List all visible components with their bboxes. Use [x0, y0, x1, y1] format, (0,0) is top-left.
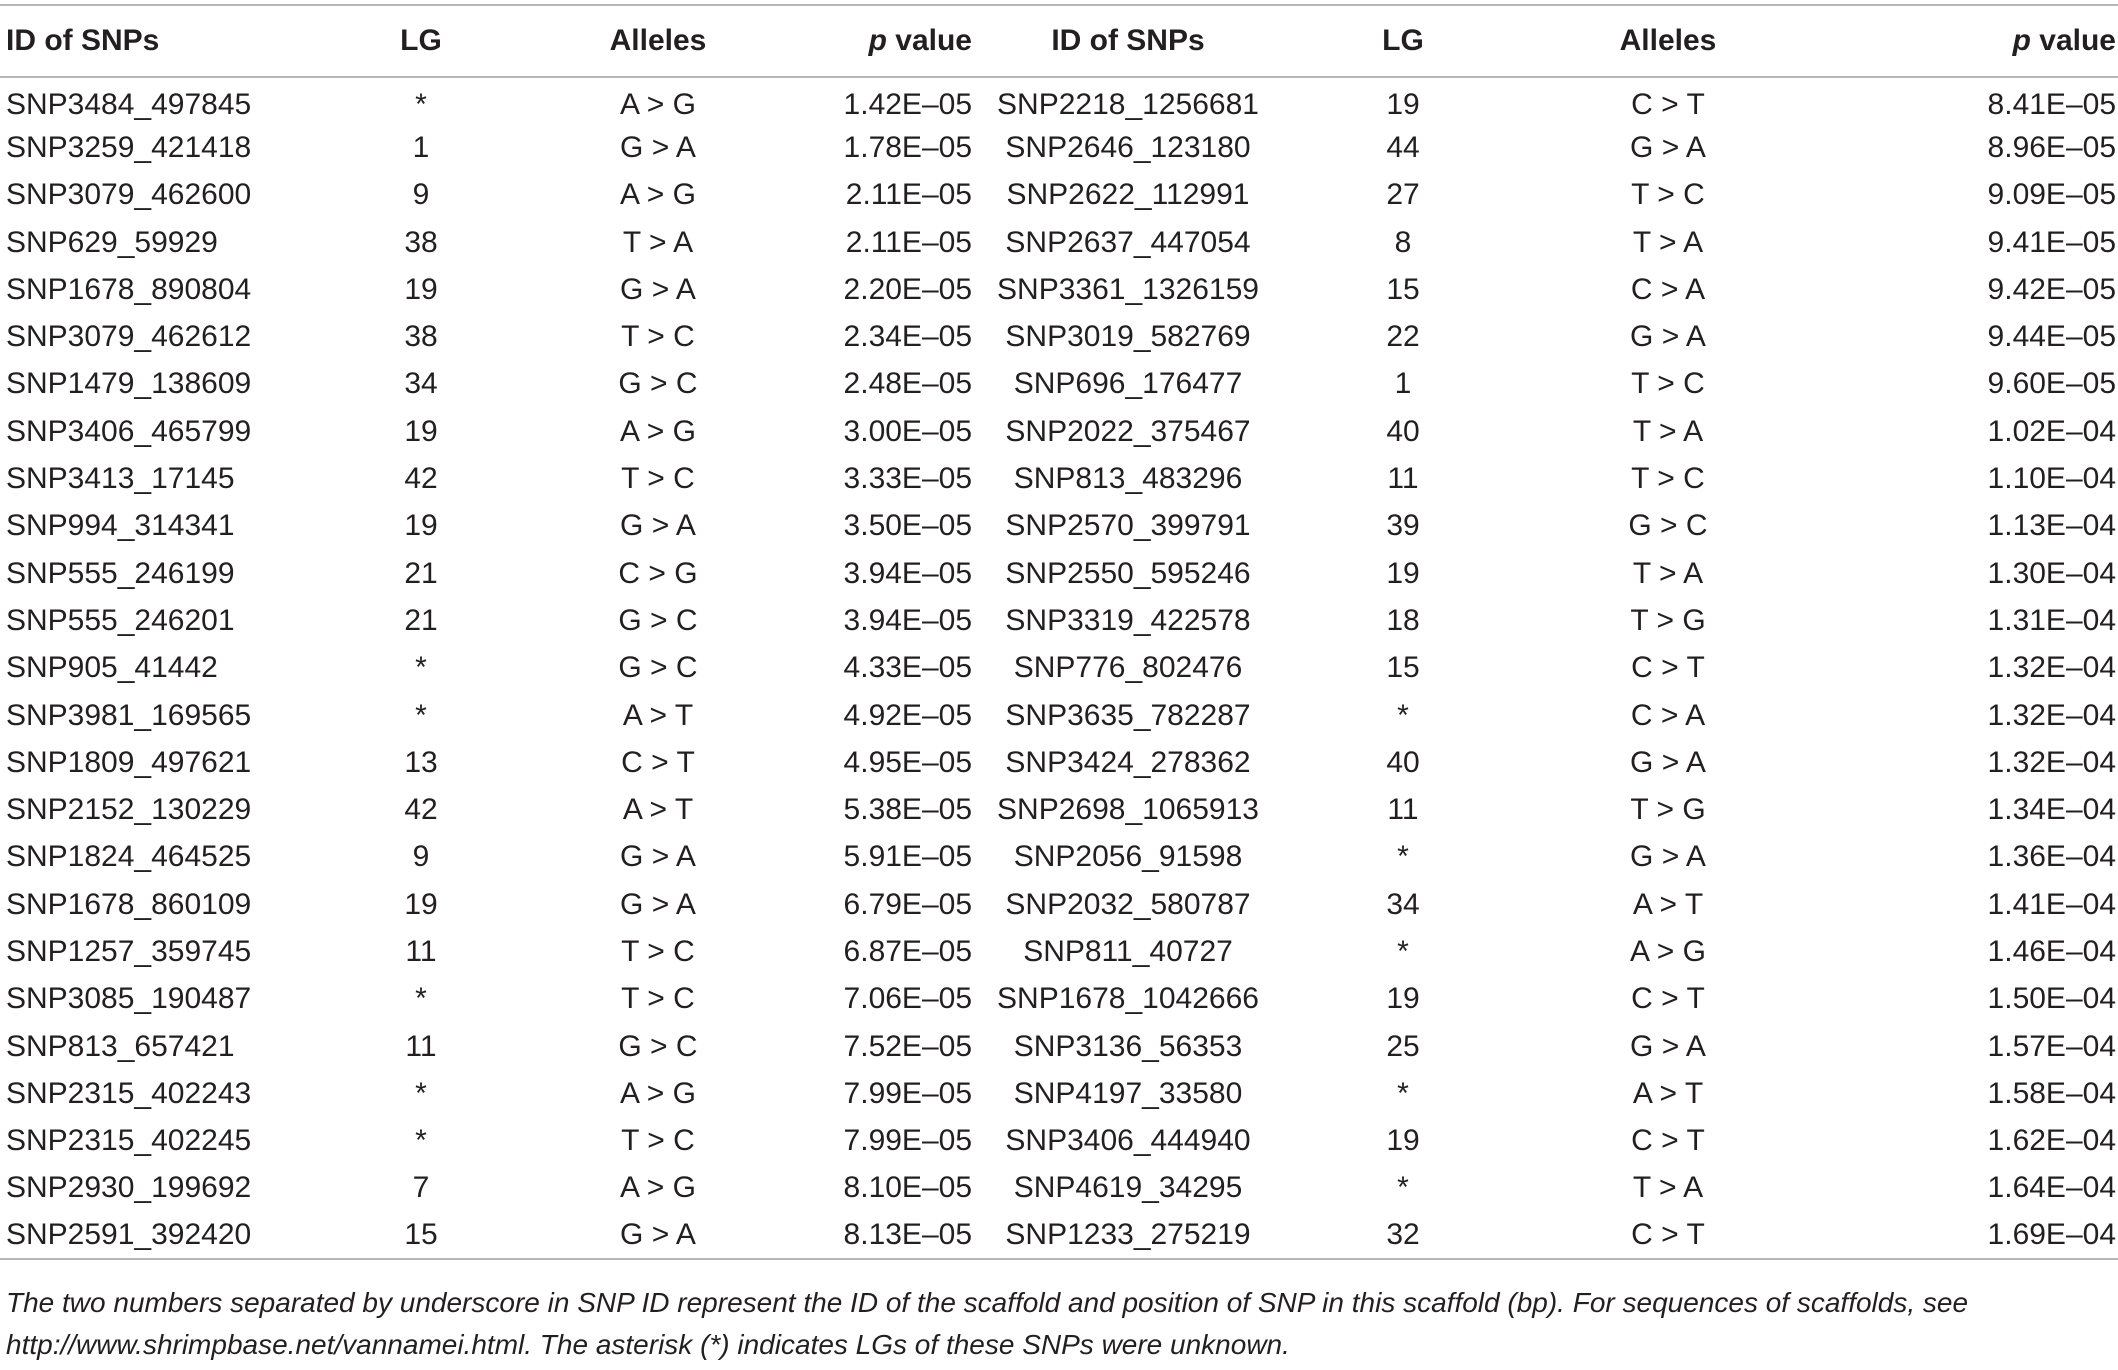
- lg-cell: 22: [1386, 320, 1420, 354]
- snp-id-cell: SNP4619_34295: [1013, 1171, 1243, 1205]
- lg-cell: 19: [404, 414, 438, 448]
- snp-id-cell: SNP2022_375467: [1005, 414, 1251, 448]
- lg-cell: 11: [405, 934, 437, 968]
- table-row: [0, 1070, 2118, 1117]
- alleles-cell: A > G: [620, 414, 696, 448]
- p-value-cell: 1.34E–04: [1987, 793, 2116, 827]
- alleles-cell: G > C: [618, 603, 698, 637]
- p-value-cell: 6.87E–05: [843, 934, 972, 968]
- snp-id-cell: SNP2315_402243: [6, 1076, 252, 1110]
- alleles-cell: T > C: [621, 320, 695, 354]
- p-value-cell: 1.10E–04: [1987, 462, 2116, 496]
- snp-id-cell: SNP2698_1065913: [997, 793, 1259, 827]
- p-value-cell: 4.92E–05: [843, 698, 972, 732]
- lg-cell: 19: [1386, 88, 1420, 122]
- snp-id-cell: SNP1678_890804: [6, 272, 252, 306]
- table-row: [0, 455, 2118, 502]
- header-lg-2: LG: [1278, 5, 1528, 77]
- snp-id-cell: SNP4197_33580: [1013, 1076, 1243, 1110]
- snp-id-cell: SNP1678_1042666: [997, 982, 1259, 1016]
- table-row: [0, 219, 2118, 266]
- alleles-cell: T > G: [1630, 603, 1706, 637]
- table-body: [0, 77, 2118, 1259]
- lg-cell: 18: [1386, 603, 1420, 637]
- table-row: [0, 361, 2118, 408]
- lg-cell: *: [415, 698, 427, 732]
- p-value-cell: 1.36E–04: [1987, 840, 2116, 874]
- alleles-cell: C > T: [1631, 651, 1705, 685]
- lg-cell: 19: [404, 509, 438, 543]
- snp-id-cell: SNP2646_123180: [1005, 130, 1251, 164]
- snp-id-cell: SNP1233_275219: [978, 1212, 1278, 1259]
- alleles-cell: G > A: [620, 130, 696, 164]
- header-id-of-snps-2: ID of SNPs: [978, 5, 1278, 77]
- snp-id-cell: SNP3424_278362: [1005, 745, 1251, 779]
- alleles-cell: G > A: [552, 1212, 764, 1259]
- p-value-cell: 1.02E–04: [1987, 414, 2116, 448]
- p-value-cell: 4.95E–05: [843, 745, 972, 779]
- snp-id-cell: SNP2591_392420: [0, 1212, 290, 1259]
- p-value-cell: 7.99E–05: [843, 1124, 972, 1158]
- snp-id-cell: SNP1678_860109: [6, 887, 252, 921]
- snp-id-cell: SNP3085_190487: [6, 982, 252, 1016]
- lg-cell: 21: [404, 603, 438, 637]
- alleles-cell: A > T: [1632, 1076, 1704, 1110]
- lg-cell: 25: [1386, 1029, 1420, 1063]
- alleles-cell: G > A: [620, 272, 696, 306]
- lg-cell: 19: [1386, 1124, 1420, 1158]
- snp-id-cell: SNP994_314341: [6, 509, 235, 543]
- lg-cell: 42: [404, 793, 438, 827]
- header-p-value: [764, 5, 978, 77]
- snp-id-cell: SNP3406_444940: [1005, 1124, 1251, 1158]
- alleles-cell: A > G: [1630, 934, 1706, 968]
- snp-id-cell: SNP2218_1256681: [997, 88, 1259, 122]
- alleles-cell: C > T: [1631, 88, 1705, 122]
- table-row: [0, 77, 2118, 124]
- table-row: [0, 313, 2118, 360]
- alleles-cell: G > A: [620, 840, 696, 874]
- p-value-cell: 3.94E–05: [843, 603, 972, 637]
- alleles-cell: C > T: [1631, 982, 1705, 1016]
- table-row: [0, 645, 2118, 692]
- alleles-cell: G > A: [620, 887, 696, 921]
- p-value-cell: 2.48E–05: [843, 367, 972, 401]
- lg-cell: *: [415, 1076, 427, 1110]
- snp-id-cell: SNP1809_497621: [6, 745, 252, 779]
- p-value-cell: 1.31E–04: [1987, 603, 2116, 637]
- alleles-cell: T > C: [621, 462, 695, 496]
- lg-cell: *: [415, 982, 427, 1016]
- snp-id-cell: SNP1479_138609: [6, 367, 252, 401]
- table-row: [0, 739, 2118, 786]
- snp-id-cell: SNP811_40727: [1023, 934, 1233, 968]
- alleles-cell: T > A: [1632, 414, 1704, 448]
- p-value-cell: 7.06E–05: [843, 982, 972, 1016]
- lg-cell: 42: [404, 462, 438, 496]
- p-value-cell: 8.13E–05: [764, 1212, 978, 1259]
- alleles-cell: T > G: [1630, 793, 1706, 827]
- table-row: [0, 172, 2118, 219]
- lg-cell: 40: [1386, 414, 1420, 448]
- snp-id-cell: SNP2315_402245: [6, 1124, 252, 1158]
- snp-id-cell: SNP905_41442: [6, 651, 218, 685]
- alleles-cell: C > A: [1630, 272, 1706, 306]
- alleles-cell: G > A: [1630, 130, 1706, 164]
- p-value-cell: 3.33E–05: [843, 462, 972, 496]
- table-row: [0, 550, 2118, 597]
- table-row: [0, 266, 2118, 313]
- snp-id-cell: SNP3484_497845: [6, 88, 252, 122]
- alleles-cell: T > A: [1632, 225, 1704, 259]
- header-alleles-2: Alleles: [1528, 5, 1808, 77]
- snp-id-cell: SNP3413_17145: [6, 462, 235, 496]
- p-value-cell: 1.32E–04: [1987, 651, 2116, 685]
- lg-cell: *: [1397, 840, 1409, 874]
- p-value-cell: 9.42E–05: [1987, 272, 2116, 306]
- header-p-value-2: [1808, 5, 2118, 77]
- alleles-cell: T > C: [621, 934, 695, 968]
- p-value-cell: 9.09E–05: [1987, 178, 2116, 212]
- alleles-cell: T > C: [1631, 367, 1705, 401]
- header-p-italic: p: [868, 24, 887, 57]
- lg-cell: 38: [404, 320, 438, 354]
- lg-cell: 11: [1387, 462, 1419, 496]
- alleles-cell: C > T: [1631, 1124, 1705, 1158]
- alleles-cell: A > T: [622, 793, 694, 827]
- header-p-rest: value: [886, 24, 972, 57]
- table-row: [0, 834, 2118, 881]
- lg-cell: 9: [412, 178, 430, 212]
- p-value-cell: 5.38E–05: [843, 793, 972, 827]
- p-value-cell: 9.41E–05: [1987, 225, 2116, 259]
- lg-cell: 19: [1386, 556, 1420, 590]
- lg-cell: *: [415, 1124, 427, 1158]
- p-value-cell: 4.33E–05: [843, 651, 972, 685]
- p-value-cell: 7.99E–05: [843, 1076, 972, 1110]
- lg-cell: 11: [405, 1029, 437, 1063]
- alleles-cell: C > A: [1630, 698, 1706, 732]
- lg-cell: 27: [1386, 178, 1420, 212]
- snp-id-cell: SNP3136_56353: [1013, 1029, 1243, 1063]
- p-value-cell: 1.50E–04: [1987, 982, 2116, 1016]
- lg-cell: 38: [404, 225, 438, 259]
- alleles-cell: G > C: [618, 651, 698, 685]
- header-p-italic-2: p: [2012, 24, 2031, 57]
- lg-cell: *: [415, 88, 427, 122]
- alleles-cell: G > A: [620, 509, 696, 543]
- p-value-cell: 8.41E–05: [1987, 88, 2116, 122]
- lg-cell: 13: [404, 745, 438, 779]
- alleles-cell: G > A: [1630, 840, 1706, 874]
- lg-cell: 15: [1386, 272, 1420, 306]
- alleles-cell: A > G: [620, 1076, 696, 1110]
- alleles-cell: G > C: [1628, 509, 1708, 543]
- lg-cell: 39: [1386, 509, 1420, 543]
- alleles-cell: G > C: [618, 1029, 698, 1063]
- p-value-cell: 9.44E–05: [1987, 320, 2116, 354]
- p-value-cell: 1.62E–04: [1987, 1124, 2116, 1158]
- snp-id-cell: SNP813_657421: [6, 1029, 235, 1063]
- alleles-cell: G > A: [1630, 745, 1706, 779]
- snp-id-cell: SNP3406_465799: [6, 414, 252, 448]
- p-value-cell: 2.20E–05: [843, 272, 972, 306]
- p-value-cell: 1.32E–04: [1987, 698, 2116, 732]
- snp-id-cell: SNP629_59929: [6, 225, 218, 259]
- p-value-cell: 1.78E–05: [843, 130, 972, 164]
- snp-id-cell: SNP2056_91598: [1013, 840, 1243, 874]
- snp-id-cell: SNP555_246201: [6, 603, 235, 637]
- table-row: [0, 1212, 2118, 1259]
- alleles-cell: A > T: [622, 698, 694, 732]
- lg-cell: 34: [1386, 887, 1420, 921]
- lg-cell: *: [1397, 1171, 1409, 1205]
- p-value-cell: 3.94E–05: [843, 556, 972, 590]
- alleles-cell: T > C: [621, 982, 695, 1016]
- lg-cell: *: [415, 651, 427, 685]
- p-value-cell: 7.52E–05: [843, 1029, 972, 1063]
- lg-cell: *: [1397, 934, 1409, 968]
- table-row: [0, 1165, 2118, 1212]
- lg-cell: 7: [412, 1171, 430, 1205]
- lg-cell: 21: [404, 556, 438, 590]
- alleles-cell: C > G: [618, 556, 698, 590]
- p-value-cell: 1.57E–04: [1987, 1029, 2116, 1063]
- table-row: [0, 786, 2118, 833]
- alleles-cell: T > C: [621, 1124, 695, 1158]
- lg-cell: 19: [1386, 982, 1420, 1016]
- p-value-cell: 6.79E–05: [843, 887, 972, 921]
- snp-id-cell: SNP813_483296: [1013, 462, 1243, 496]
- table-row: [0, 1023, 2118, 1070]
- snp-id-cell: SNP696_176477: [1013, 367, 1243, 401]
- p-value-cell: 2.11E–05: [845, 178, 972, 212]
- snp-id-cell: SNP3079_462612: [6, 320, 252, 354]
- alleles-cell: A > G: [620, 1171, 696, 1205]
- snp-id-cell: SNP2152_130229: [6, 793, 252, 827]
- lg-cell: 32: [1278, 1212, 1528, 1259]
- snp-id-cell: SNP2637_447054: [1005, 225, 1251, 259]
- snp-association-table: [0, 4, 2118, 1260]
- alleles-cell: G > A: [1630, 1029, 1706, 1063]
- snp-id-cell: SNP2032_580787: [1005, 887, 1251, 921]
- snp-id-cell: SNP3259_421418: [6, 130, 252, 164]
- lg-cell: 8: [1394, 225, 1412, 259]
- table-row: [0, 692, 2118, 739]
- lg-cell: 11: [1387, 793, 1419, 827]
- lg-cell: 15: [290, 1212, 552, 1259]
- p-value-cell: 1.69E–04: [1808, 1212, 2118, 1259]
- snp-id-cell: SNP2570_399791: [1005, 509, 1251, 543]
- snp-id-cell: SNP555_246199: [6, 556, 235, 590]
- p-value-cell: 2.11E–05: [845, 225, 972, 259]
- header-id-of-snps: ID of SNPs: [0, 5, 290, 77]
- alleles-cell: C > T: [1528, 1212, 1808, 1259]
- snp-id-cell: SNP3361_1326159: [997, 272, 1259, 306]
- lg-cell: 44: [1386, 130, 1420, 164]
- table-row: [0, 976, 2118, 1023]
- lg-cell: *: [1397, 698, 1409, 732]
- alleles-cell: A > G: [620, 88, 696, 122]
- lg-cell: 1: [412, 130, 430, 164]
- lg-cell: 19: [404, 887, 438, 921]
- alleles-cell: T > C: [1631, 462, 1705, 496]
- p-value-cell: 1.13E–04: [1987, 509, 2116, 543]
- lg-cell: *: [1397, 1076, 1409, 1110]
- alleles-cell: A > G: [620, 178, 696, 212]
- p-value-cell: 8.96E–05: [1987, 130, 2116, 164]
- snp-id-cell: SNP3981_169565: [6, 698, 252, 732]
- alleles-cell: C > T: [621, 745, 695, 779]
- snp-id-cell: SNP2550_595246: [1005, 556, 1251, 590]
- alleles-cell: G > C: [618, 367, 698, 401]
- p-value-cell: 8.10E–05: [843, 1171, 972, 1205]
- lg-cell: 34: [404, 367, 438, 401]
- table-row: [0, 1118, 2118, 1165]
- header-alleles: Alleles: [552, 5, 764, 77]
- snp-id-cell: SNP3319_422578: [1005, 603, 1251, 637]
- alleles-cell: G > A: [1630, 320, 1706, 354]
- header-row: [0, 5, 2118, 77]
- lg-cell: 19: [404, 272, 438, 306]
- alleles-cell: T > C: [1631, 178, 1705, 212]
- snp-id-cell: SNP2622_112991: [1006, 178, 1250, 212]
- snp-id-cell: SNP3019_582769: [1005, 320, 1251, 354]
- snp-id-cell: SNP1257_359745: [6, 934, 252, 968]
- p-value-cell: 1.58E–04: [1987, 1076, 2116, 1110]
- table-row: [0, 597, 2118, 644]
- p-value-cell: 3.00E–05: [843, 414, 972, 448]
- snp-id-cell: SNP776_802476: [1013, 651, 1243, 685]
- p-value-cell: 2.34E–05: [843, 320, 972, 354]
- p-value-cell: 3.50E–05: [843, 509, 972, 543]
- p-value-cell: 1.64E–04: [1987, 1171, 2116, 1205]
- snp-id-cell: SNP1824_464525: [6, 840, 252, 874]
- p-value-cell: 1.32E–04: [1987, 745, 2116, 779]
- table-row: [0, 881, 2118, 928]
- table-row: [0, 928, 2118, 975]
- lg-cell: 9: [412, 840, 430, 874]
- header-lg: LG: [290, 5, 552, 77]
- p-value-cell: 5.91E–05: [843, 840, 972, 874]
- table-footnote: The two numbers separated by underscore in SNP ID represent the ID of the scaffold and position of SNP in this scaffold (bp). For sequences of scaffolds, see http://www.shrimpbase.net/vannamei.html. The asterisk (*) indicates LGs of these SNPs were unknown.: [6, 1287, 1969, 1360]
- p-value-cell: 1.42E–05: [843, 88, 972, 122]
- lg-cell: 40: [1386, 745, 1420, 779]
- snp-id-cell: SNP2930_199692: [6, 1171, 252, 1205]
- table-row: [0, 408, 2118, 455]
- p-value-cell: 9.60E–05: [1987, 367, 2116, 401]
- p-value-cell: 1.30E–04: [1987, 556, 2116, 590]
- snp-id-cell: SNP3079_462600: [6, 178, 252, 212]
- p-value-cell: 1.41E–04: [1987, 887, 2116, 921]
- header-p-rest-2: value: [2030, 24, 2116, 57]
- table-row: [0, 124, 2118, 171]
- lg-cell: 1: [1394, 367, 1412, 401]
- alleles-cell: T > A: [622, 225, 694, 259]
- table-row: [0, 503, 2118, 550]
- alleles-cell: T > A: [1632, 556, 1704, 590]
- lg-cell: 15: [1386, 651, 1420, 685]
- alleles-cell: A > T: [1632, 887, 1704, 921]
- alleles-cell: T > A: [1632, 1171, 1704, 1205]
- p-value-cell: 1.46E–04: [1987, 934, 2116, 968]
- snp-id-cell: SNP3635_782287: [1005, 698, 1251, 732]
